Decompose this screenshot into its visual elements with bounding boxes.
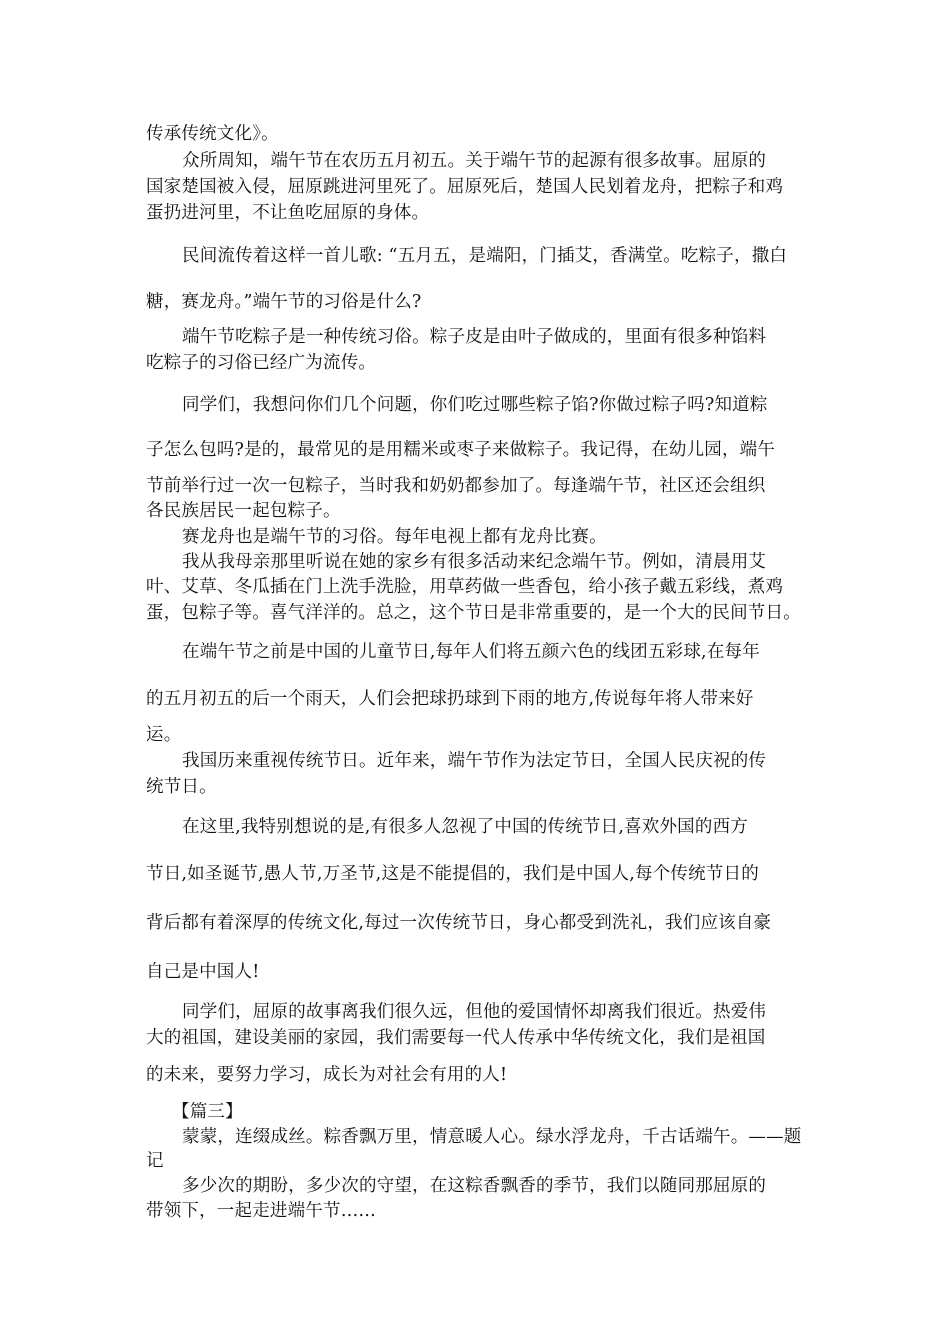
text-line: 的未来，要努力学习，成长为对社会有用的人! [146, 1065, 508, 1085]
text-line: 在这里,我特别想说的是,有很多人忽视了中国的传统节日,喜欢外国的西方 [182, 817, 748, 837]
text-line: 多少次的期盼，多少次的守望，在这粽香飘香的季节，我们以随同那屈原的 [182, 1176, 767, 1196]
text-line: 众所周知，端午节在农历五月初五。关于端午节的起源有很多故事。屈原的 [182, 151, 767, 171]
text-line: 蛋，包粽子等。喜气洋洋的。总之，这个节日是非常重要的，是一个大的民间节日。 [146, 603, 801, 623]
text-line: 记 [146, 1151, 164, 1171]
text-line: 同学们，屈原的故事离我们很久远，但他的爱国情怀却离我们很近。热爱伟 [182, 1002, 767, 1022]
text-line: 的五月初五的后一个雨天，人们会把球扔球到下雨的地方,传说每年将人带来好 [146, 689, 754, 709]
text-line: 在端午节之前是中国的儿童节日,每年人们将五颜六色的线团五彩球,在每年 [182, 642, 760, 662]
text-line: 吃粽子的习俗已经广为流传。 [146, 353, 377, 373]
text-line: 各民族居民一起包粽子。 [146, 501, 341, 521]
text-line: 端午节吃粽子是一种传统习俗。粽子皮是由叶子做成的，里面有很多种馅料 [182, 327, 767, 347]
text-line: 运。 [146, 725, 182, 745]
text-line: 民间流传着这样一首儿歌: “五月五，是端阳，门插艾，香满堂。吃粽子，撒白 [182, 246, 788, 266]
text-line: 背后都有着深厚的传统文化,每过一次传统节日，身心都受到洗礼，我们应该自豪 [146, 913, 772, 933]
text-line: 叶、艾草、冬瓜插在门上洗手洗脸，用草药做一些香包，给小孩子戴五彩线，煮鸡 [146, 577, 784, 597]
text-line: 大的祖国，建设美丽的家园，我们需要每一代人传承中华传统文化，我们是祖国 [146, 1028, 766, 1048]
text-line: 国家楚国被入侵，屈原跳进河里死了。屈原死后，楚国人民划着龙舟，把粽子和鸡 [146, 177, 784, 197]
text-line: 传承传统文化》。 [146, 124, 279, 144]
text-line: 赛龙舟也是端午节的习俗。每年电视上都有龙舟比赛。 [182, 527, 607, 547]
text-line: 蛋扔进河里，不让鱼吃屈原的身体。 [146, 203, 430, 223]
text-line: 自己是中国人! [146, 962, 260, 982]
text-line: 统节日。 [146, 777, 217, 797]
text-line: 我从我母亲那里听说在她的家乡有很多活动来纪念端午节。例如，清晨用艾 [182, 552, 767, 572]
text-line: 带领下，一起走进端午节…… [146, 1201, 377, 1221]
text-line: 蒙蒙，连缀成丝。粽香飘万里，情意暖人心。绿水浮龙舟，千古话端午。——题 [182, 1127, 802, 1147]
text-line: 节日,如圣诞节,愚人节,万圣节,这是不能提倡的，我们是中国人,每个传统节日的 [146, 864, 759, 884]
section-heading: 【篇三】 [172, 1102, 243, 1122]
text-line: 糖，赛龙舟。”端午节的习俗是什么? [146, 292, 422, 312]
text-line: 节前举行过一次一包粽子，当时我和奶奶都参加了。每逢端午节，社区还会组织 [146, 476, 766, 496]
text-line: 我国历来重视传统节日。近年来，端午节作为法定节日，全国人民庆祝的传 [182, 751, 767, 771]
text-line: 同学们，我想问你们几个问题，你们吃过哪些粽子馅?你做过粽子吗?知道粽 [182, 395, 768, 415]
text-line: 子怎么包吗?是的，最常见的是用糯米或枣子来做粽子。我记得，在幼儿园，端午 [146, 440, 776, 460]
